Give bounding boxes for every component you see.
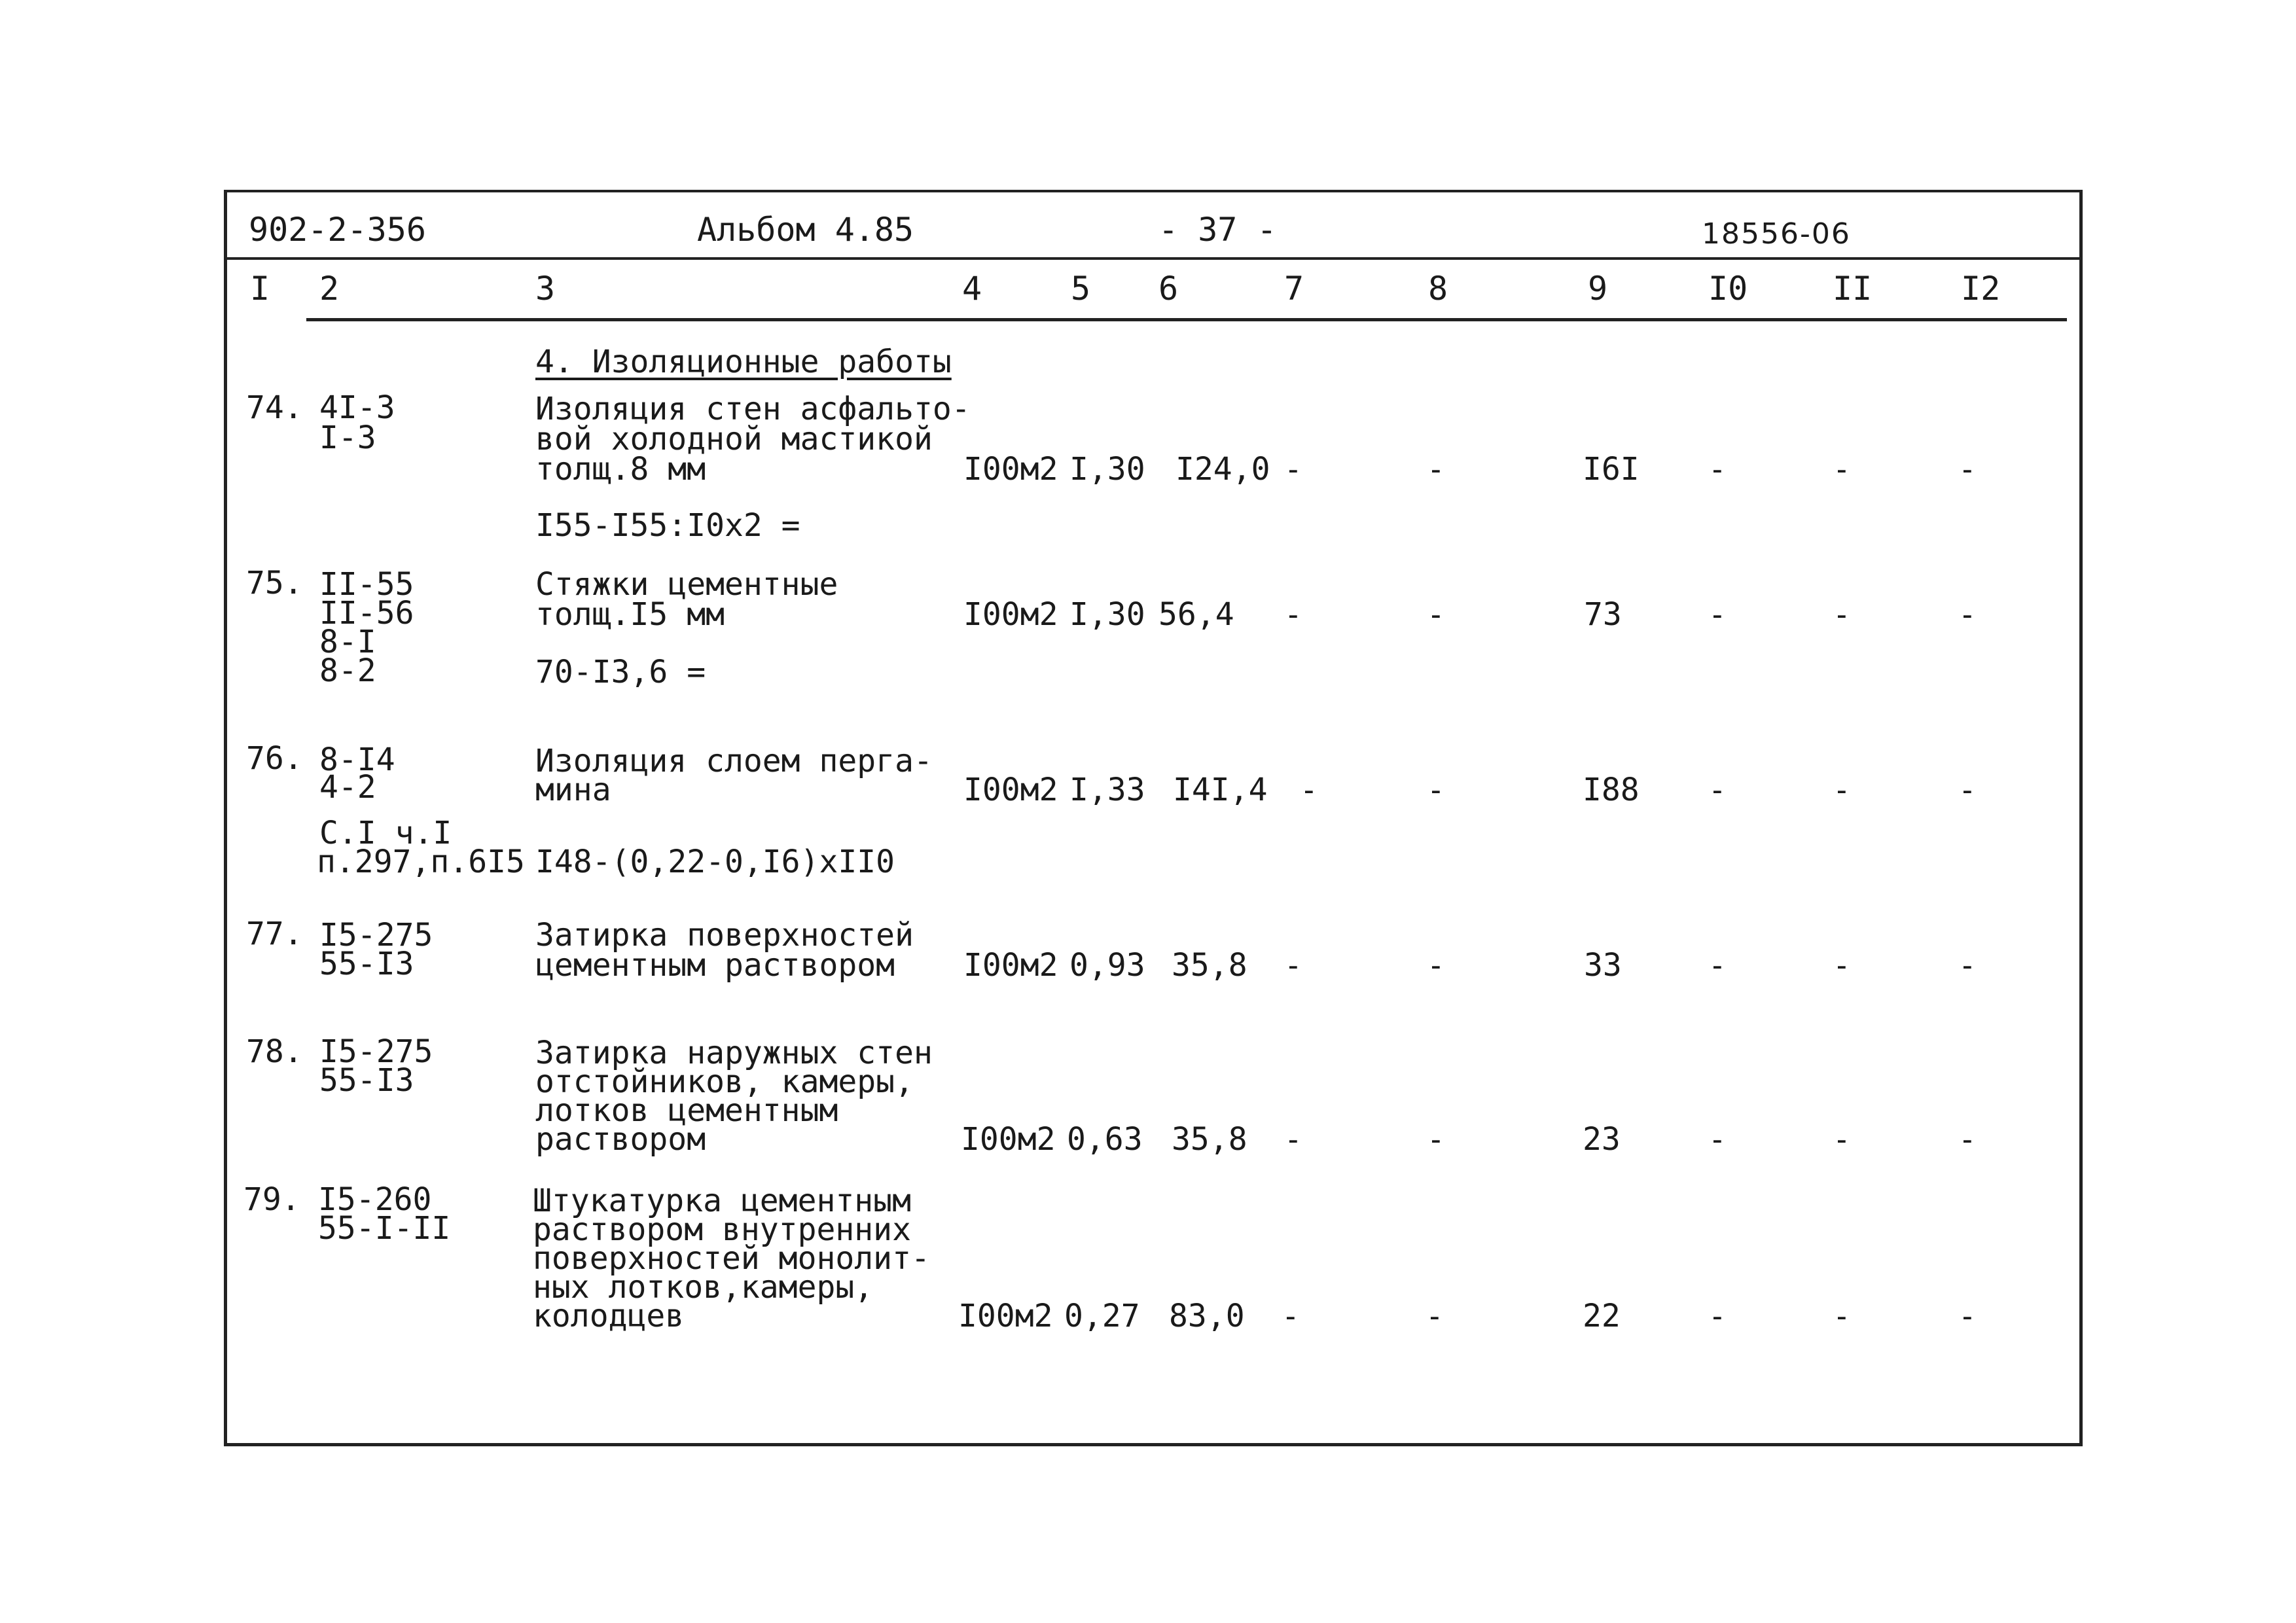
col-header-8: 8 xyxy=(1428,270,1448,308)
row-col8: - xyxy=(1427,948,1445,983)
col-header-1: I xyxy=(250,270,270,308)
column-header-divider xyxy=(306,318,2067,321)
row-description: Изоляция стен асфальто- xyxy=(535,391,971,427)
row-col7: - xyxy=(1284,452,1302,487)
row-col11: - xyxy=(1833,948,1851,983)
row-col11: - xyxy=(1833,597,1851,632)
row-col12: - xyxy=(1958,772,1977,808)
row-code: 4-2 xyxy=(319,769,376,806)
row-col9: I88 xyxy=(1583,772,1640,808)
row-col8: - xyxy=(1426,1298,1444,1334)
row-quantity: I,30 xyxy=(1069,451,1145,488)
col-header-4: 4 xyxy=(962,270,982,308)
header-divider xyxy=(227,257,2079,260)
row-description: Штукатурка цементным xyxy=(533,1183,911,1219)
row-description: Стяжки цементные xyxy=(535,566,838,603)
row-quantity: I,30 xyxy=(1069,596,1145,633)
row-price: I4I,4 xyxy=(1173,772,1268,808)
row-code: II-55 xyxy=(319,566,414,603)
row-col8: - xyxy=(1427,1122,1445,1157)
row-number: 76. xyxy=(246,740,303,777)
row-description: толщ.8 мм xyxy=(535,451,706,488)
row-price: I24,0 xyxy=(1175,451,1270,488)
row-description: раствором внутренних xyxy=(533,1211,911,1248)
row-col8: - xyxy=(1427,597,1445,632)
row-col9: I6I xyxy=(1583,451,1640,488)
row-description: Затирка поверхностей xyxy=(535,917,914,954)
row-number: 74. xyxy=(246,389,303,426)
row-col7: - xyxy=(1300,772,1318,808)
col-header-7: 7 xyxy=(1284,270,1304,308)
row-col9: 33 xyxy=(1584,947,1622,984)
row-col9: 22 xyxy=(1583,1298,1621,1334)
row-col10: - xyxy=(1708,772,1727,808)
row-col12: - xyxy=(1958,1298,1977,1334)
row-code: I5-275 xyxy=(319,1033,433,1070)
row-col12: - xyxy=(1958,597,1977,632)
row-description: вой холодной мастикой xyxy=(535,421,933,457)
col-header-9: 9 xyxy=(1588,270,1608,308)
row-col9: 73 xyxy=(1584,596,1622,633)
col-header-2: 2 xyxy=(319,270,340,308)
row-col11: - xyxy=(1833,1298,1851,1334)
row-price: 56,4 xyxy=(1158,596,1234,633)
row-unit: I00м2 xyxy=(963,947,1058,984)
row-description: Затирка наружных стен xyxy=(535,1035,933,1071)
row-price: 35,8 xyxy=(1172,1121,1247,1158)
row-code: 55-I3 xyxy=(319,1062,414,1099)
col-header-6: 6 xyxy=(1158,270,1179,308)
row-quantity: 0,27 xyxy=(1064,1298,1140,1334)
row-number: 75. xyxy=(246,565,303,601)
col-header-5: 5 xyxy=(1071,270,1091,308)
col-header-12: I2 xyxy=(1961,270,2001,308)
inventory-stamp: 18556-06 xyxy=(1702,217,1851,251)
row-description: раствором xyxy=(535,1121,706,1158)
row-description: цементным раствором xyxy=(535,947,895,984)
row-col10: - xyxy=(1708,1122,1727,1157)
row-col12: - xyxy=(1958,452,1977,487)
row-code: I-3 xyxy=(319,419,376,456)
row-formula: I48-(0,22-0,I6)xII0 xyxy=(535,844,895,880)
row-code: 55-I3 xyxy=(319,946,414,982)
row-price: 83,0 xyxy=(1169,1298,1245,1334)
row-formula: 70-I3,6 = xyxy=(535,654,706,690)
row-description: мина xyxy=(535,772,611,808)
row-col10: - xyxy=(1708,948,1727,983)
row-col8: - xyxy=(1427,772,1445,808)
row-quantity: 0,93 xyxy=(1069,947,1145,984)
page-number: - 37 - xyxy=(1158,211,1277,249)
album-label: Альбом 4.85 xyxy=(697,211,914,249)
doc-code: 902-2-356 xyxy=(249,211,426,249)
row-description: отстойников, камеры, xyxy=(535,1063,914,1100)
row-description: ных лотков,камеры, xyxy=(533,1269,874,1306)
row-unit: I00м2 xyxy=(958,1298,1053,1334)
row-number: 78. xyxy=(246,1033,303,1070)
row-unit: I00м2 xyxy=(963,596,1058,633)
row-description: Изоляция слоем перга- xyxy=(535,743,933,779)
row-description: лотков цементным xyxy=(535,1092,838,1129)
row-reference: С.I ч.I xyxy=(319,815,452,851)
col-header-11: II xyxy=(1833,270,1873,308)
row-col7: - xyxy=(1284,948,1302,983)
row-code: 8-I4 xyxy=(319,741,395,778)
row-formula: I55-I55:I0x2 = xyxy=(535,507,800,544)
row-number: 79. xyxy=(243,1181,300,1218)
section-title: 4. Изоляционные работы xyxy=(535,344,952,380)
row-col7: - xyxy=(1284,1122,1302,1157)
row-col10: - xyxy=(1708,597,1727,632)
row-reference: п.297,п.6I5 xyxy=(317,844,525,880)
row-code: 8-2 xyxy=(319,652,376,689)
row-col11: - xyxy=(1833,452,1851,487)
table-frame xyxy=(224,190,2083,1446)
row-col10: - xyxy=(1708,1298,1727,1334)
row-col12: - xyxy=(1958,948,1977,983)
row-code: 8-I xyxy=(319,624,376,660)
row-code: II-56 xyxy=(319,595,414,632)
row-quantity: I,33 xyxy=(1069,772,1145,808)
row-col11: - xyxy=(1833,772,1851,808)
row-description: толщ.I5 мм xyxy=(535,596,725,633)
row-unit: I00м2 xyxy=(963,451,1058,488)
row-quantity: 0,63 xyxy=(1067,1121,1143,1158)
col-header-3: 3 xyxy=(535,270,556,308)
row-col11: - xyxy=(1833,1122,1851,1157)
row-price: 35,8 xyxy=(1172,947,1247,984)
col-header-10: I0 xyxy=(1708,270,1748,308)
row-unit: I00м2 xyxy=(963,772,1058,808)
row-code: I5-260 xyxy=(318,1181,432,1218)
row-description: колодцев xyxy=(533,1298,685,1334)
row-col7: - xyxy=(1282,1298,1300,1334)
row-col9: 23 xyxy=(1583,1121,1621,1158)
row-col8: - xyxy=(1427,452,1445,487)
row-col12: - xyxy=(1958,1122,1977,1157)
row-description: поверхностей монолит- xyxy=(533,1240,930,1277)
row-col10: - xyxy=(1708,452,1727,487)
row-code: 55-I-II xyxy=(318,1210,451,1247)
row-code: I5-275 xyxy=(319,917,433,954)
row-number: 77. xyxy=(246,916,303,952)
row-code: 4I-3 xyxy=(319,389,395,426)
row-unit: I00м2 xyxy=(961,1121,1056,1158)
row-col7: - xyxy=(1284,597,1302,632)
